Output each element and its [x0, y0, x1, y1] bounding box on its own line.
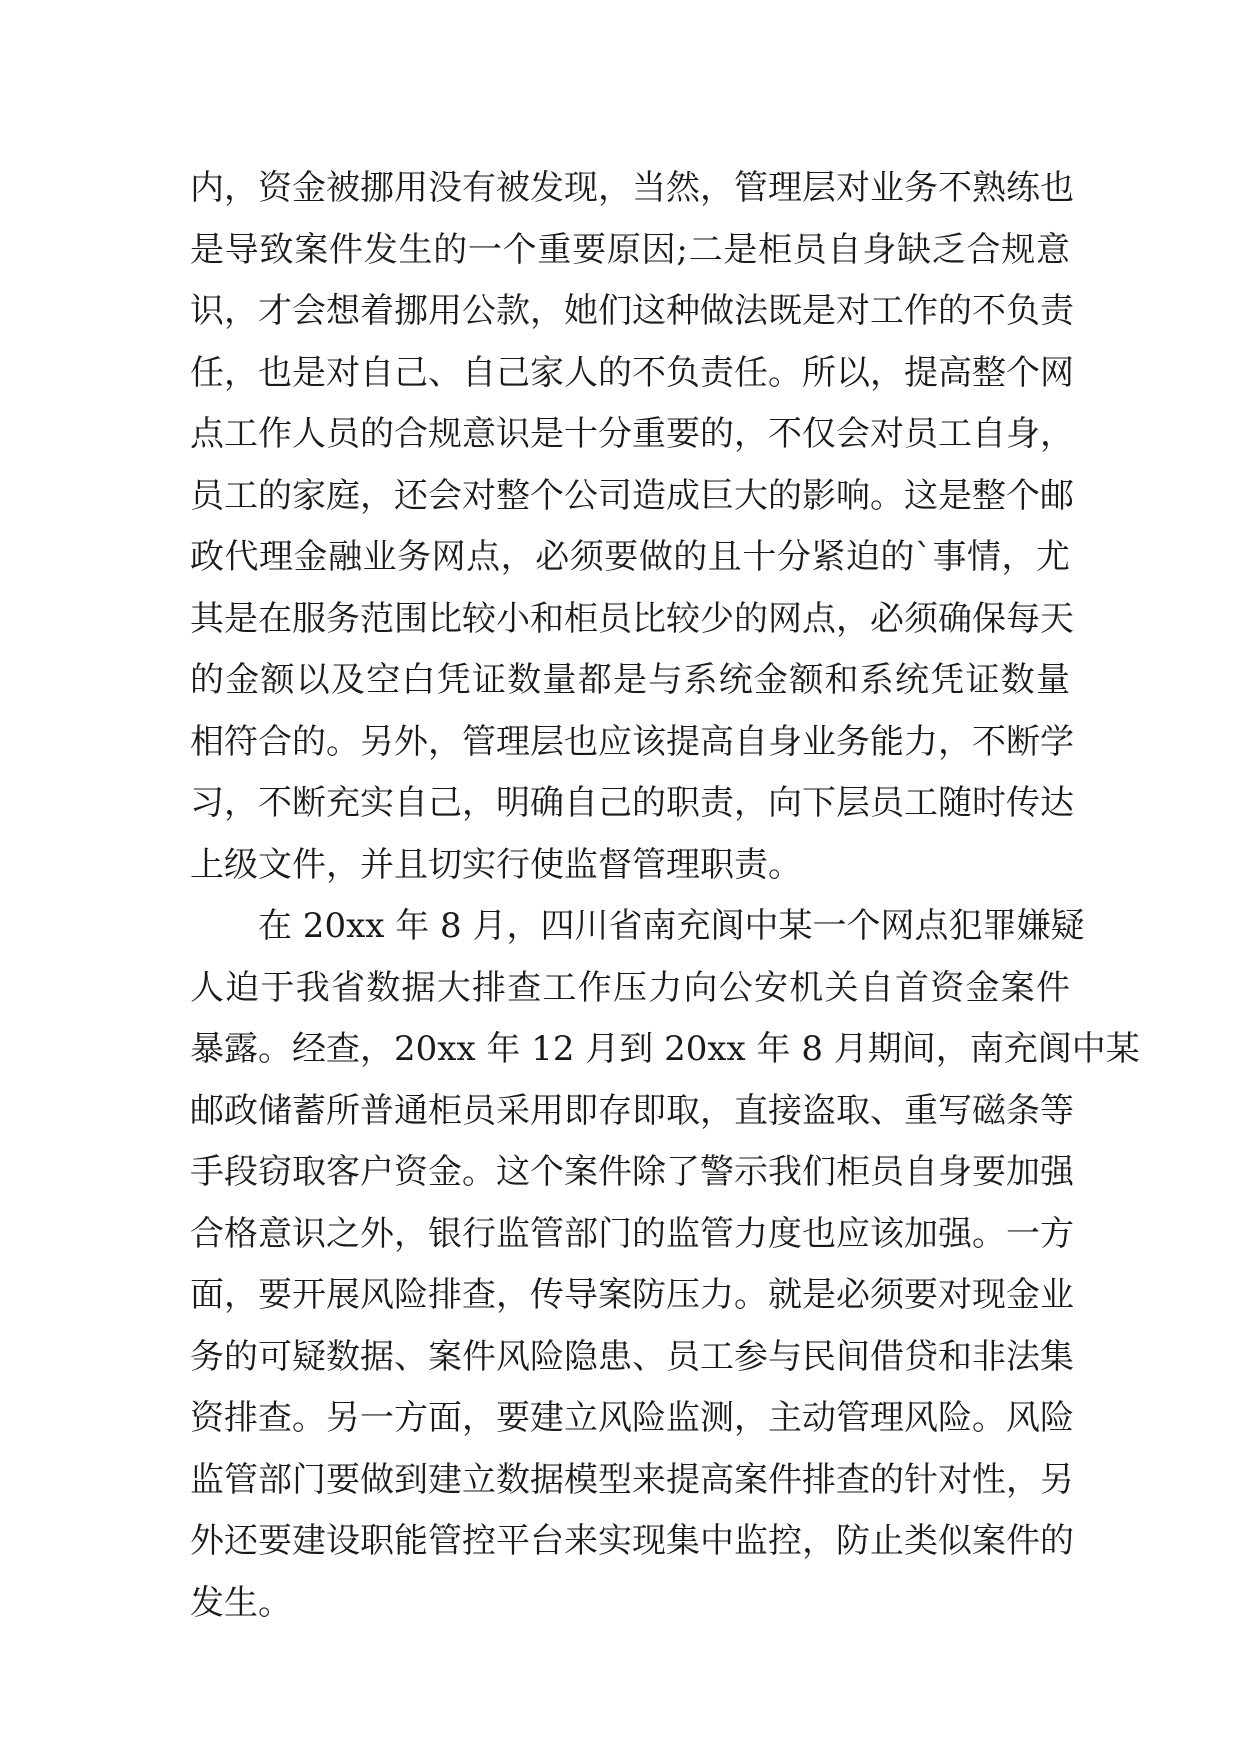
- text-line: 其是在服务范围比较小和柜员比较少的网点，必须确保每天: [190, 598, 1074, 639]
- text-line: 务的可疑数据、案件风险隐患、员工参与民间借贷和非法集: [190, 1336, 1074, 1377]
- text-line: 是导致案件发生的一个重要原因;二是柜员自身缺乏合规意: [190, 229, 1071, 270]
- text-line: 的金额以及空白凭证数量都是与系统金额和系统凭证数量: [190, 660, 1070, 700]
- text-line: 监管部门要做到建立数据模型来提高案件排查的针对性，另: [190, 1459, 1074, 1500]
- text-line: 资排查。另一方面，要建立风险监测，主动管理风险。风险: [190, 1398, 1074, 1438]
- text-line: 习，不断充实自己，明确自己的职责，向下层员工随时传达: [190, 783, 1074, 823]
- text-line: 识，才会想着挪用公款，她们这种做法既是对工作的不负责: [190, 291, 1074, 331]
- text-line: 上级文件，并且切实行使监督管理职责。: [190, 844, 802, 885]
- text-line: 人迫于我省数据大排查工作压力向公安机关自首资金案件: [190, 967, 1070, 1008]
- text-line: 政代理金融业务网点，必须要做的且十分紧迫的`事情，尤: [190, 537, 1070, 577]
- text-line: 发生。: [190, 1582, 292, 1623]
- text-line: 面，要开展风险排查，传导案防压力。就是必须要对现金业: [190, 1275, 1074, 1315]
- text-line: 内，资金被挪用没有被发现，当然，管理层对业务不熟练也: [190, 168, 1074, 208]
- text-line: 手段窃取客户资金。这个案件除了警示我们柜员自身要加强: [190, 1152, 1074, 1192]
- text-line: 相符合的。另外，管理层也应该提高自身业务能力，不断学: [190, 721, 1074, 762]
- text-line: 在 20xx 年 8 月，四川省南充阆中某一个网点犯罪嫌疑: [258, 906, 1085, 946]
- paragraph-1: [190, 158, 1074, 896]
- document-body: [190, 158, 1140, 1634]
- text-line: 邮政储蓄所普通柜员采用即存即取，直接盗取、重写磁条等: [190, 1090, 1074, 1131]
- text-line: 暴露。经查，20xx 年 12 月到 20xx 年 8 月期间，南充阆中某: [190, 1029, 1140, 1069]
- paragraph-2: [190, 896, 1140, 1634]
- text-line: 点工作人员的合规意识是十分重要的，不仅会对员工自身，: [190, 414, 1074, 454]
- text-line: 外还要建设职能管控平台来实现集中监控，防止类似案件的: [190, 1521, 1074, 1561]
- text-line: 合格意识之外，银行监管部门的监管力度也应该加强。一方: [190, 1213, 1074, 1254]
- text-line: 员工的家庭，还会对整个公司造成巨大的影响。这是整个邮: [190, 475, 1074, 516]
- text-line: 任，也是对自己、自己家人的不负责任。所以，提高整个网: [190, 352, 1074, 393]
